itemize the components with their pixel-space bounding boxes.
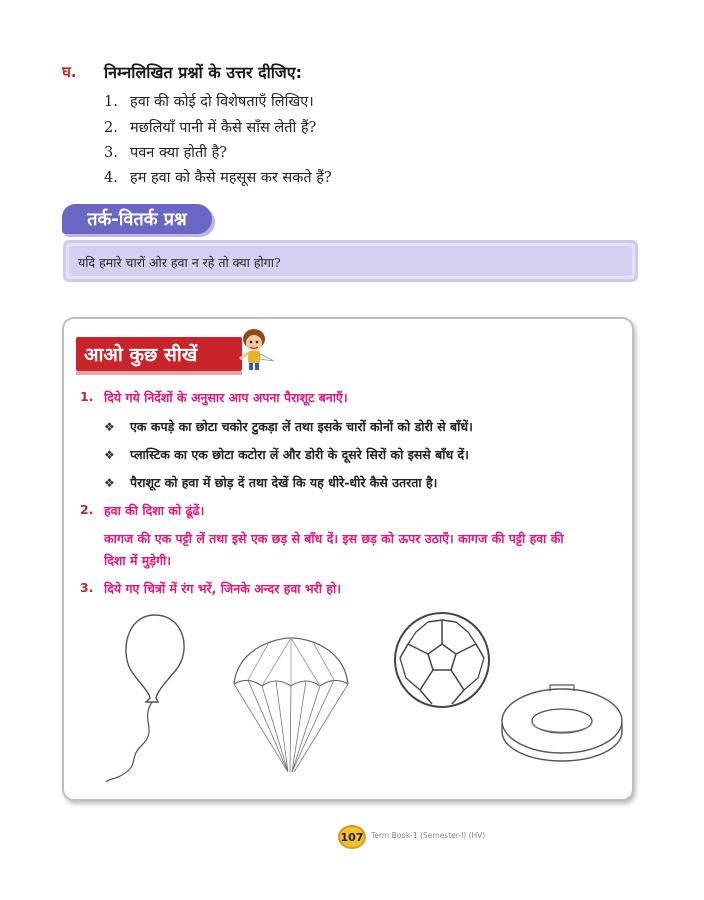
football-drawing-icon — [392, 610, 492, 710]
bullet-text: पैराशूट को हवा में छोड़ दें तथा देखें कि यह धीरे-धीरे कैसे उतरता है। — [130, 475, 438, 490]
question-item — [104, 91, 314, 111]
question-text: मछलियाँ पानी में कैसे साँस लेती हैं? — [130, 120, 317, 136]
bullet-diamond-icon: ❖ — [104, 448, 115, 462]
activity-instruction: दिये गये निर्देशों के अनुसार आप अपना पैराशूट बनाएँ। — [104, 390, 348, 405]
bullet-item — [104, 446, 469, 463]
activity-number: 3. — [80, 580, 94, 595]
bullet-text: प्लास्टिक का एक छोटा कटोरा लें और डोरी के दूसरे सिरों को इससे बाँध दें। — [130, 447, 469, 462]
tark-question-text: यदि हमारे चारों ओर हवा न रहे तो क्या होगा? — [78, 255, 281, 270]
activity-paragraph — [104, 528, 624, 572]
paragraph-line: कागज की एक पट्टी लें तथा इसे एक छड़ से बाँध दें। इस छड़ को ऊपर उठाएँ। कागज की पट्टी हवा की — [104, 531, 564, 546]
swim-ring-drawing-icon — [498, 683, 626, 765]
activity-number: 1. — [80, 389, 94, 404]
question-text: पवन क्या होती है? — [130, 145, 228, 161]
question-text: हवा की कोई दो विशेषताएँ लिखिए। — [130, 94, 314, 110]
question-text: हम हवा को कैसे महसूस कर सकते हैं? — [130, 170, 332, 186]
question-number: 1. — [104, 94, 118, 110]
activity-number: 2. — [80, 502, 94, 517]
activity-instruction: दिये गए चित्रों में रंग भरें, जिनके अन्दर हवा भरी हो। — [104, 581, 341, 596]
footer-book-title: Term Book-1 (Semester-I) (HV) — [371, 831, 486, 840]
bullet-item — [104, 474, 437, 491]
bullet-diamond-icon: ❖ — [104, 420, 115, 434]
bullet-text: एक कपड़े का छोटा चकोर टुकड़ा लें तथा इसके चारों कोनों को डोरी से बाँधें। — [130, 419, 473, 434]
question-item — [104, 142, 227, 162]
question-item — [104, 167, 332, 187]
page-number-badge: 107 — [338, 825, 366, 849]
bullet-diamond-icon: ❖ — [104, 476, 115, 490]
section-letter: घ. — [62, 63, 77, 81]
balloon-drawing-icon — [100, 610, 210, 785]
question-number: 2. — [104, 120, 118, 136]
question-number: 3. — [104, 145, 118, 161]
tark-vitark-banner: तर्क-वितर्क प्रश्न — [62, 204, 212, 234]
bullet-item — [104, 418, 473, 435]
question-number: 4. — [104, 170, 118, 186]
section-heading: निम्नलिखित प्रश्नों के उत्तर दीजिए: — [104, 63, 303, 82]
paragraph-line: दिशा में मुड़ेगी। — [104, 553, 171, 568]
parachute-drawing-icon — [228, 636, 354, 776]
activity-instruction: हवा की दिशा को ढूंढें। — [104, 503, 205, 518]
activity-banner: आओ कुछ सीखें — [76, 337, 242, 371]
kid-mascot-icon — [228, 323, 284, 373]
question-item — [104, 117, 316, 137]
